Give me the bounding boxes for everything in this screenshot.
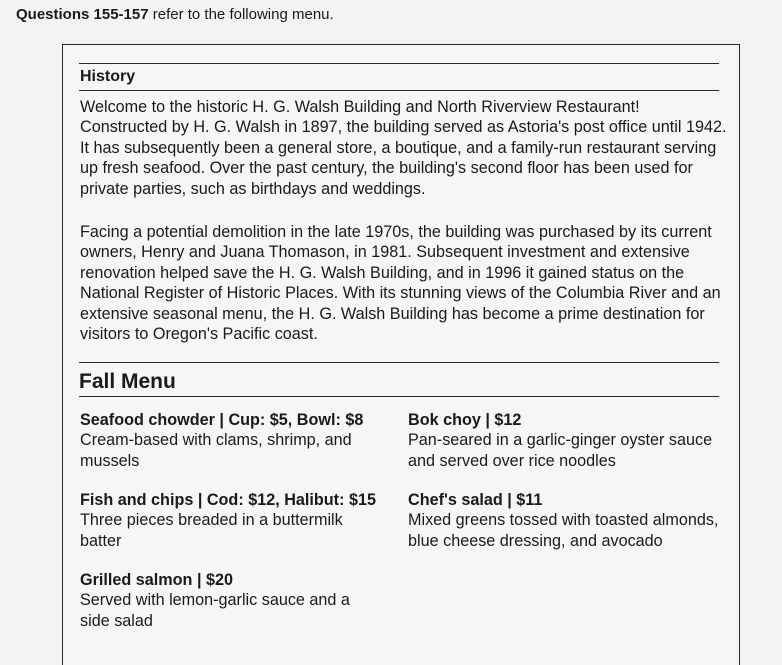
- menu-item-description: Served with lemon-garlic sauce and a side salad: [80, 591, 350, 630]
- fall-menu-top-rule: [79, 362, 719, 363]
- history-heading: History: [80, 68, 136, 85]
- fall-menu-heading: Fall Menu: [79, 370, 176, 393]
- question-intro: [16, 6, 334, 23]
- menu-item-fish-and-chips: [80, 490, 380, 551]
- menu-item-description: Mixed greens tossed with toasted almonds, blue cheese dressing, and avocado: [408, 511, 719, 550]
- menu-item-description: Three pieces breaded in a buttermilk batter: [80, 511, 343, 550]
- menu-item-description: Pan-seared in a garlic-ginger oyster sauce and served over rice noodles: [408, 431, 713, 470]
- menu-item-name: Chef's salad | $11: [408, 491, 543, 509]
- menu-item-chefs-salad: [408, 490, 728, 551]
- menu-item-name: Fish and chips | Cod: $12, Halibut: $15: [80, 491, 376, 509]
- menu-item-name: Grilled salmon | $20: [80, 571, 233, 589]
- history-top-rule: [79, 63, 719, 64]
- menu-item-bok-choy: [408, 410, 728, 471]
- history-paragraph-1: Welcome to the historic H. G. Walsh Building and North Riverview Restaurant! Constructed by H. G. Walsh in 1897, the building served as Astoria's post office until 1942. It has subsequently been a general store, a boutique, and a family-run restaurant serving up fresh seafood. Over the past century, the building's second floor has been used for private parties, such as birthdays and weddings.: [80, 98, 727, 198]
- menu-item-description: Cream-based with clams, shrimp, and mussels: [80, 431, 352, 470]
- question-intro-text: refer to the following menu.: [152, 6, 334, 23]
- menu-item-name: Seafood chowder | Cup: $5, Bowl: $8: [80, 411, 364, 429]
- menu-item-grilled-salmon: [80, 570, 380, 631]
- menu-item-seafood-chowder: [80, 410, 380, 471]
- history-paragraph-2: Facing a potential demolition in the late 1970s, the building was purchased by its current owners, Henry and Juana Thomason, in 1981. Subsequent investment and extensive renovation helped save the H. G. Walsh Building, and in 1996 it gained status on the National Register of Historic Places. With its stunning views of the Columbia River and an extensive seasonal menu, the H. G. Walsh Building has become a prime destination for visitors to Oregon's Pacific coast.: [80, 223, 721, 344]
- menu-item-name: Bok choy | $12: [408, 411, 522, 429]
- fall-menu-bottom-rule: [79, 396, 719, 397]
- question-range: Questions 155-157: [16, 6, 149, 23]
- history-bottom-rule: [79, 90, 719, 91]
